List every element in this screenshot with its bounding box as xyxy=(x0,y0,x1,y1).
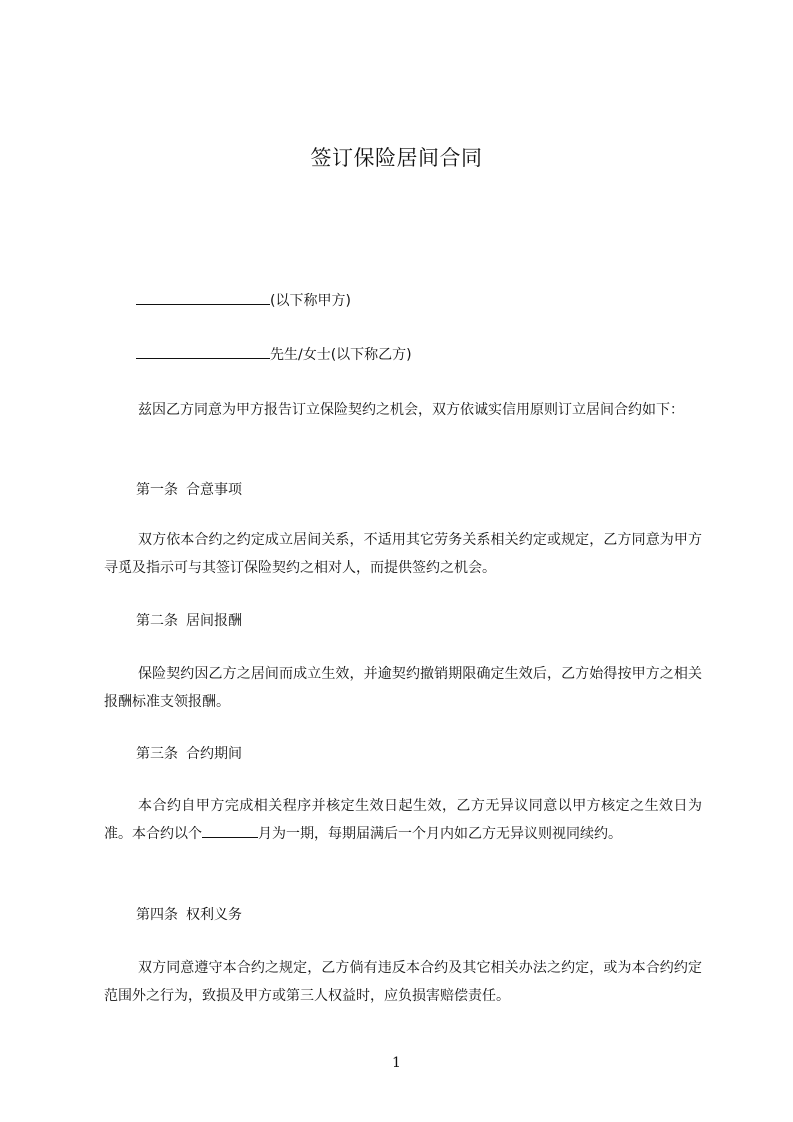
page-number: 1 xyxy=(392,1055,401,1071)
article-4-title: 权利义务 xyxy=(186,907,242,923)
article-3-text-after: 月为一期，每期届满后一个月内如乙方无异议则视同续约。 xyxy=(258,826,622,842)
article-3-title: 合约期间 xyxy=(186,746,242,762)
article-3-number: 第三条 xyxy=(136,746,178,762)
period-months-blank xyxy=(202,823,258,838)
article-1-text: 双方依本合约之约定成立居间关系，不适用其它劳务关系相关约定或规定，乙方同意为甲方寻觅及指示可与其签订保险契约之相对人，而提供签约之机会。 xyxy=(104,532,702,576)
article-1-number: 第一条 xyxy=(136,482,178,498)
article-4-heading xyxy=(136,905,242,925)
party-a-line xyxy=(136,290,351,311)
party-b-blank xyxy=(136,344,270,359)
article-3-text-before: 本合约自甲方完成相关程序并核定生效日起生效，乙方无异议同意以甲方核定之生效日为准。本合约以个 xyxy=(104,798,702,842)
article-2-heading xyxy=(136,611,242,631)
article-3-heading xyxy=(136,744,242,764)
article-2-text: 保险契约因乙方之居间而成立生效，并逾契约撤销期限确定生效后，乙方始得按甲方之相关报酬标准支领报酬。 xyxy=(104,666,702,710)
party-b-label: 先生/女士(以下称乙方) xyxy=(270,347,412,363)
article-2-title: 居间报酬 xyxy=(186,613,242,629)
article-1-title: 合意事项 xyxy=(186,482,242,498)
party-a-label: (以下称甲方) xyxy=(270,293,351,309)
party-a-blank xyxy=(136,290,270,305)
intro-paragraph: 兹因乙方同意为甲方报告订立保险契约之机会，双方依诚实信用原则订立居间合约如下： xyxy=(138,402,684,418)
article-4-text: 双方同意遵守本合约之规定，乙方倘有违反本合约及其它相关办法之约定，或为本合约约定范围外之行为，致损及甲方或第三人权益时，应负损害赔偿责任。 xyxy=(104,960,702,1004)
document-title: 签订保险居间合同 xyxy=(310,146,483,170)
article-1-heading xyxy=(136,480,242,500)
party-b-line xyxy=(136,344,412,365)
article-2-number: 第二条 xyxy=(136,613,178,629)
article-4-number: 第四条 xyxy=(136,907,178,923)
article-3-text xyxy=(104,792,702,848)
